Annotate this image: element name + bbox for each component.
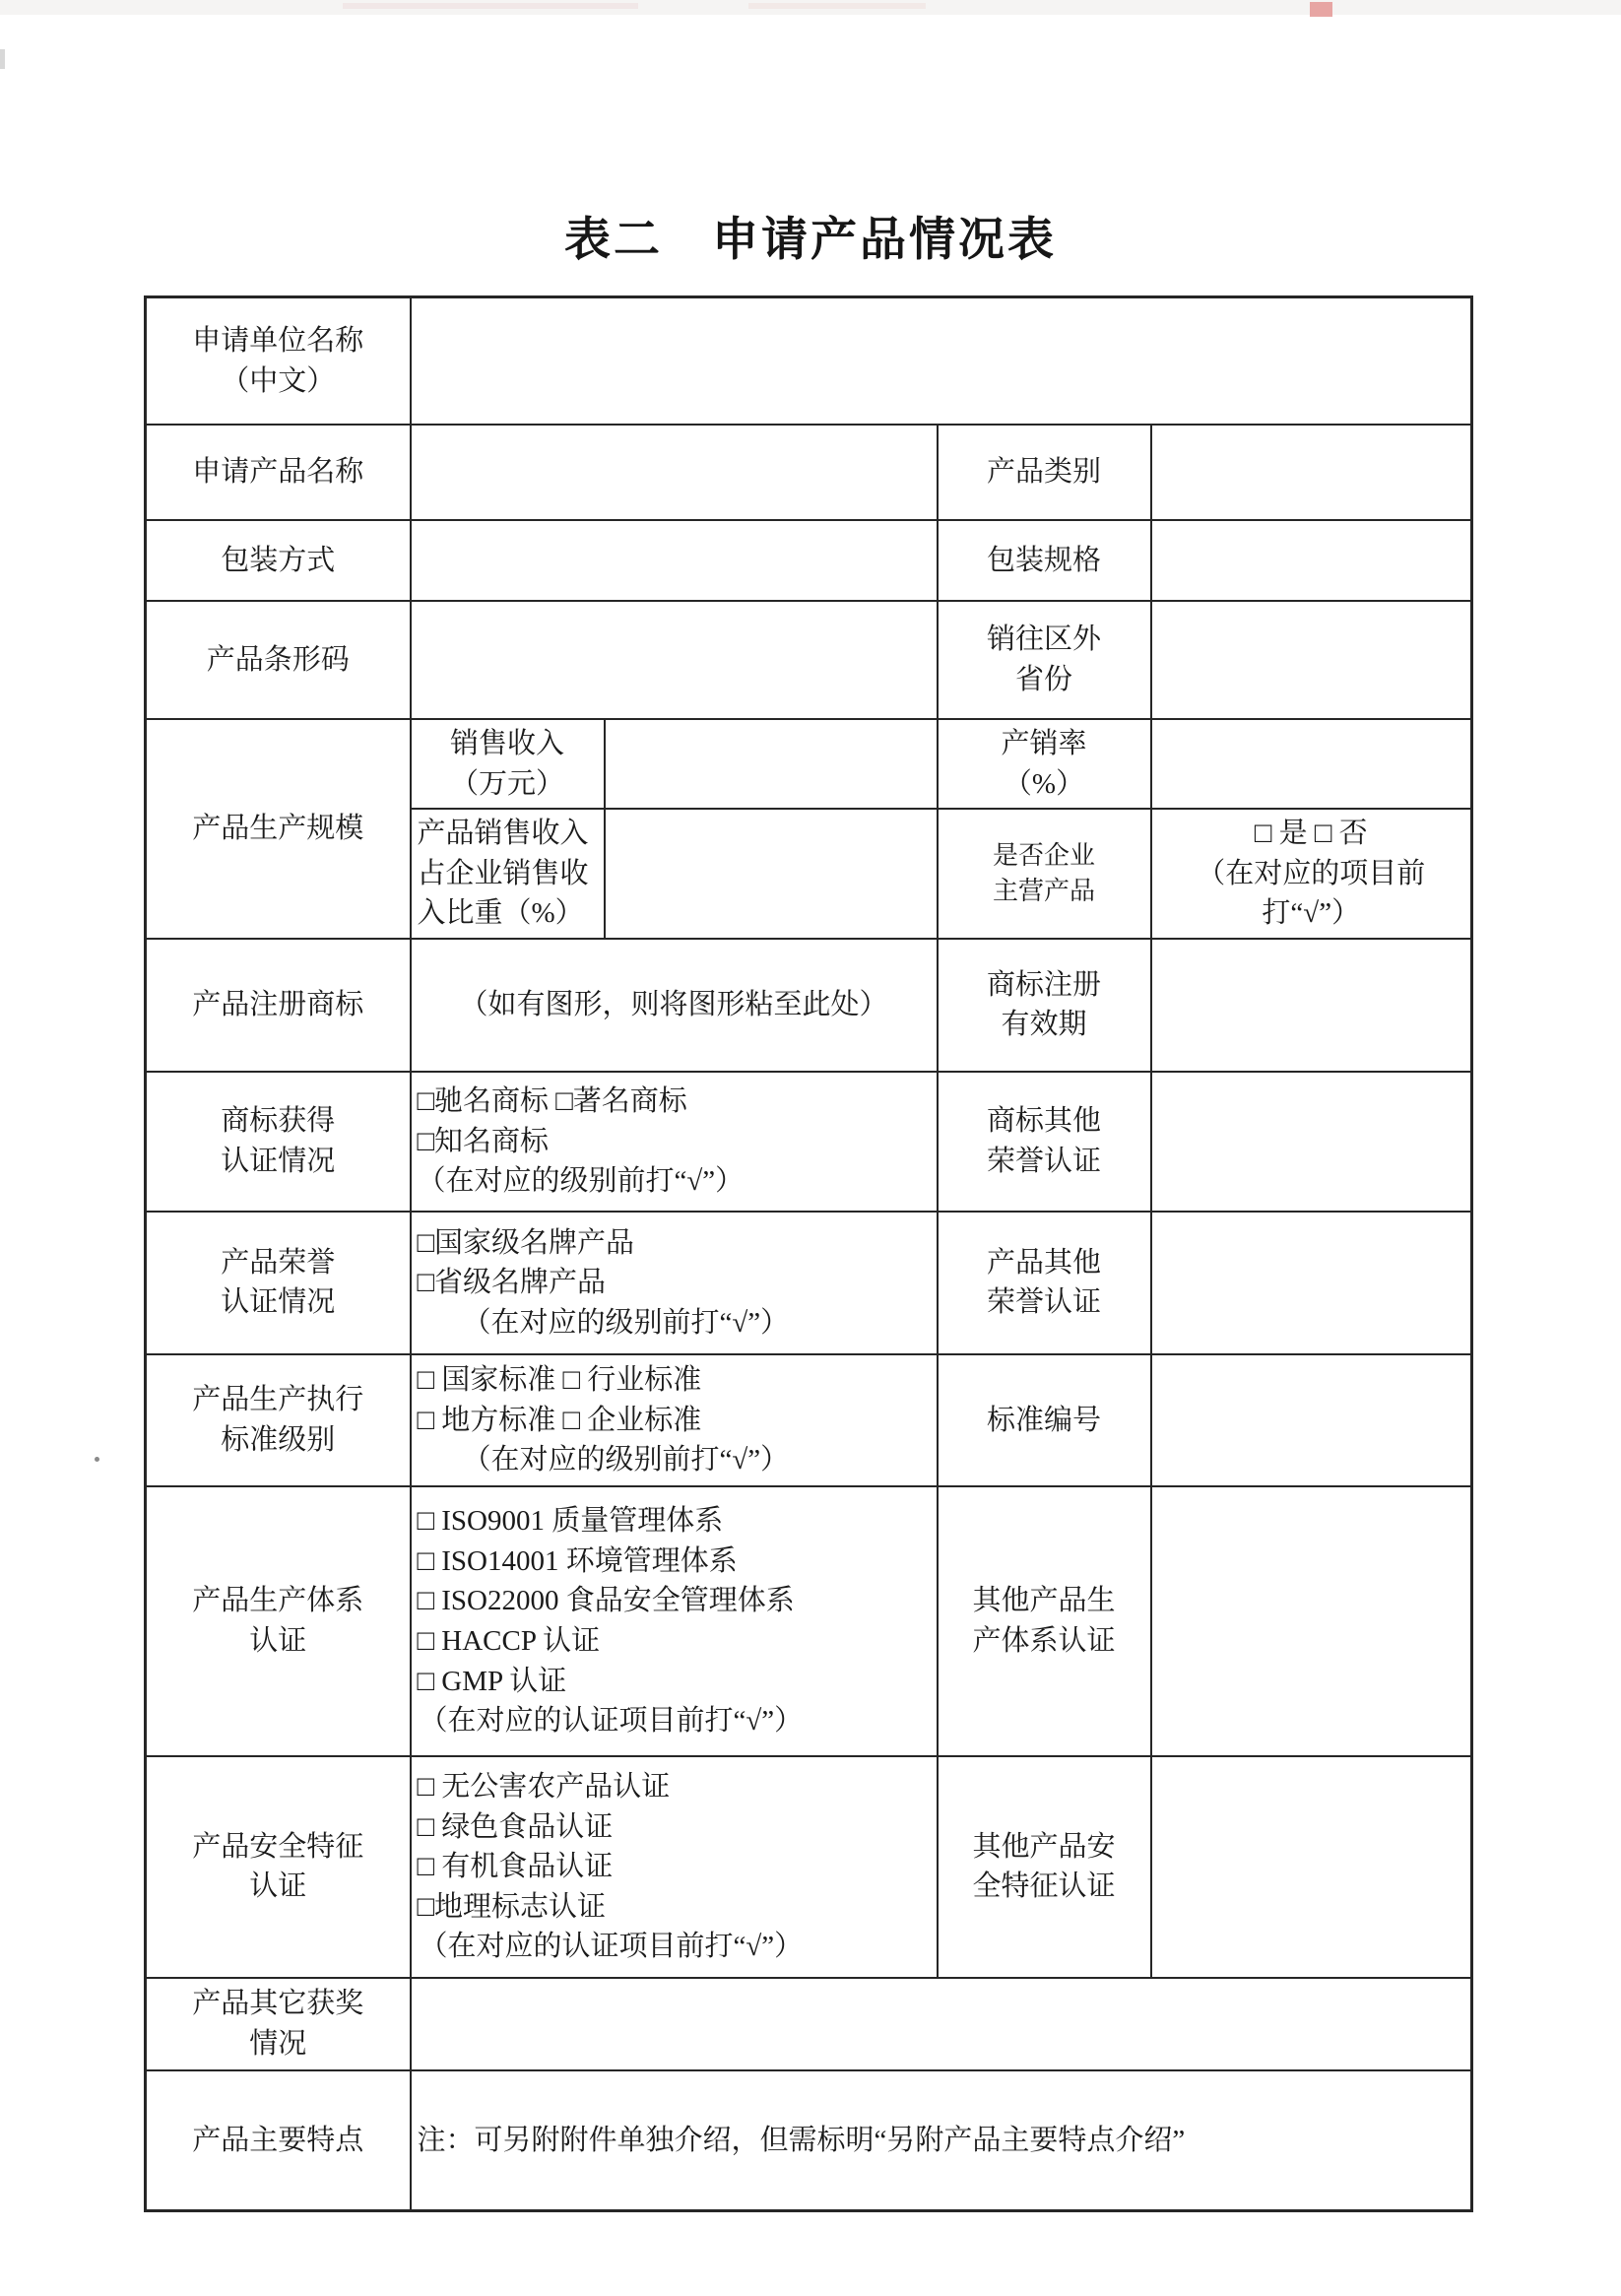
safety-cert-label-line1: 产品安全特征 [192,1830,364,1863]
product-category-value-cell [1151,425,1472,520]
company-name-label [146,297,411,426]
other-safety-cert-value-cell [1151,1756,1472,1978]
other-safety-cert-label-line1: 其他产品安 [972,1830,1116,1863]
main-product-yes-no-cell [1151,809,1472,939]
sales-ratio-label-line2: （%） [1003,767,1085,800]
revenue-share-label [411,809,605,939]
company-name-value-cell [411,297,1472,426]
standard-number-label: 标准编号 [938,1354,1151,1486]
row-company-name [146,297,1472,426]
scan-artifact-pink-square [1310,2,1332,17]
product-name-label: 申请产品名称 [146,425,411,520]
trademark-validity-label [938,939,1151,1072]
checkbox-option-line-organic-food: □ 有机食品认证 [417,1851,614,1883]
checkbox-option-line-gmp: □ GMP 认证 [417,1665,567,1697]
system-cert-label [146,1486,411,1756]
registered-trademark-label: 产品注册商标 [146,939,411,1072]
other-system-cert-label [938,1486,1151,1756]
revenue-share-label-line1: 产品销售收入 [417,818,589,850]
registered-trademark-note: （如有图形，则将图形粘至此处） [411,939,938,1072]
scan-artifact-edge-mark [0,49,5,69]
checkbox-option-line-haccp: □ HACCP 认证 [417,1624,601,1657]
trademark-cert-label-line1: 商标获得 [221,1105,336,1138]
system-cert-hint: （在对应的认证项目前打“√”） [419,1705,804,1738]
product-other-honor-value-cell [1151,1212,1472,1354]
other-awards-value-cell [411,1978,1472,2070]
row-packaging [146,520,1472,601]
trademark-other-cert-label-line2: 荣誉认证 [986,1145,1101,1177]
provinces-sold-value-cell [1151,601,1472,719]
product-honor-cert-label-line1: 产品荣誉 [221,1246,336,1279]
standard-level-label-line2: 标准级别 [221,1423,336,1456]
sales-ratio-label-line1: 产销率 [1001,728,1087,759]
row-product-honor-cert [146,1212,1472,1354]
application-product-form-table [144,295,1473,2212]
packaging-spec-label: 包装规格 [938,520,1151,601]
checkbox-option-line-national-industry-standard: □ 国家标准 □ 行业标准 [417,1364,702,1397]
safety-cert-hint: （在对应的认证项目前打“√”） [419,1931,804,1963]
row-barcode [146,601,1472,719]
main-product-label [938,809,1151,939]
system-cert-label-line1: 产品生产体系 [192,1585,364,1617]
row-standard-level [146,1354,1472,1486]
provinces-sold-label [938,601,1151,719]
barcode-label: 产品条形码 [146,601,411,719]
sales-ratio-value-cell [1151,719,1472,809]
safety-cert-options [411,1756,938,1978]
page-title: 表二 申请产品情况表 [564,215,1057,266]
revenue-share-value-cell [605,809,938,939]
product-category-label: 产品类别 [938,425,1151,520]
safety-cert-label [146,1756,411,1978]
product-other-honor-label-line1: 产品其他 [986,1246,1101,1279]
trademark-cert-options [411,1072,938,1212]
sales-revenue-value-cell [605,719,938,809]
main-product-hint-line1: （在对应的项目前 [1197,857,1426,889]
barcode-value-cell [411,601,938,719]
product-other-honor-label [938,1212,1151,1354]
other-safety-cert-label [938,1756,1151,1978]
sales-revenue-label-line1: 销售收入 [449,728,564,759]
checkbox-option-line-national-brand: □国家级名牌产品 [417,1226,635,1259]
trademark-cert-label-line2: 认证情况 [221,1145,336,1177]
company-name-label-line2: （中文） [221,364,336,397]
row-main-features [146,2070,1472,2211]
checkbox-option-line-pollution-free: □ 无公害农产品认证 [417,1770,671,1803]
company-name-label-line1: 申请单位名称 [192,324,364,357]
checkbox-option-line-provincial-brand: □省级名牌产品 [417,1267,607,1299]
checkbox-option-line-known-trademark: □知名商标 [417,1125,550,1157]
provinces-sold-label-line1: 销往区外 [986,623,1101,656]
checkbox-option-line-local-enterprise-standard: □ 地方标准 □ 企业标准 [417,1404,702,1436]
safety-cert-label-line2: 认证 [249,1870,307,1903]
checkbox-option-yes-no: □ 是 □ 否 [1254,818,1368,850]
other-system-cert-value-cell [1151,1486,1472,1756]
packaging-method-value-cell [411,520,938,601]
row-product-name [146,425,1472,520]
other-awards-label [146,1978,411,2070]
checkbox-option-line-geographical-indication: □地理标志认证 [417,1890,607,1923]
checkbox-option-line-green-food: □ 绿色食品认证 [417,1810,614,1843]
packaging-method-label: 包装方式 [146,520,411,601]
standard-level-label-line1: 产品生产执行 [192,1384,364,1416]
main-features-note: 注：可另附附件单独介绍，但需标明“另附产品主要特点介绍” [411,2070,1472,2211]
other-awards-label-line1: 产品其它获奖 [192,1988,364,2020]
system-cert-options [411,1486,938,1756]
trademark-validity-value-cell [1151,939,1472,1072]
main-product-hint-line2: 打“√”） [1262,897,1361,930]
main-product-label-line2: 主营产品 [992,877,1095,906]
other-system-cert-label-line2: 产体系认证 [972,1624,1116,1657]
row-production-scale-1 [146,719,1472,809]
product-honor-cert-hint: （在对应的级别前打“√”） [462,1306,790,1339]
other-safety-cert-label-line2: 全特征认证 [972,1870,1116,1903]
checkbox-option-line-iso9001: □ ISO9001 质量管理体系 [417,1505,724,1538]
product-honor-cert-label [146,1212,411,1354]
packaging-spec-value-cell [1151,520,1472,601]
row-registered-trademark [146,939,1472,1072]
row-trademark-cert [146,1072,1472,1212]
standard-level-label [146,1354,411,1486]
standard-level-hint: （在对应的级别前打“√”） [462,1444,790,1476]
product-honor-cert-label-line2: 认证情况 [221,1286,336,1319]
trademark-other-cert-label [938,1072,1151,1212]
trademark-cert-label [146,1072,411,1212]
row-safety-cert [146,1756,1472,1978]
revenue-share-label-line3: 入比重（%） [417,897,584,930]
trademark-validity-label-line1: 商标注册 [986,968,1101,1001]
row-other-awards [146,1978,1472,2070]
checkbox-option-line-iso22000: □ ISO22000 食品安全管理体系 [417,1585,795,1617]
product-honor-cert-options [411,1212,938,1354]
production-scale-label: 产品生产规模 [146,719,411,939]
standard-number-value-cell [1151,1354,1472,1486]
revenue-share-label-line2: 占企业销售收 [417,857,589,889]
product-name-value-cell [411,425,938,520]
sales-revenue-label [411,719,605,809]
row-system-cert [146,1486,1472,1756]
other-system-cert-label-line1: 其他产品生 [972,1585,1116,1617]
system-cert-label-line2: 认证 [249,1624,307,1657]
sales-ratio-label [938,719,1151,809]
trademark-other-cert-value-cell [1151,1072,1472,1212]
trademark-validity-label-line2: 有效期 [1001,1009,1087,1041]
scan-artifact-pink-dash [343,3,638,9]
scan-artifact-dot [95,1457,99,1462]
trademark-cert-hint: （在对应的级别前打“√”） [417,1165,745,1198]
provinces-sold-label-line2: 省份 [1014,664,1072,695]
checkbox-option-line-iso14001: □ ISO14001 环境管理体系 [417,1544,738,1577]
standard-level-options [411,1354,938,1486]
product-other-honor-label-line2: 荣誉认证 [986,1286,1101,1319]
trademark-other-cert-label-line1: 商标其他 [986,1105,1101,1138]
checkbox-option-line-famous-trademarks: □驰名商标 □著名商标 [417,1085,687,1118]
other-awards-label-line2: 情况 [249,2027,307,2060]
main-features-label: 产品主要特点 [146,2070,411,2211]
main-product-label-line1: 是否企业 [992,840,1095,870]
scan-artifact-pink-dash [748,3,926,9]
sales-revenue-label-line2: （万元） [449,767,564,800]
